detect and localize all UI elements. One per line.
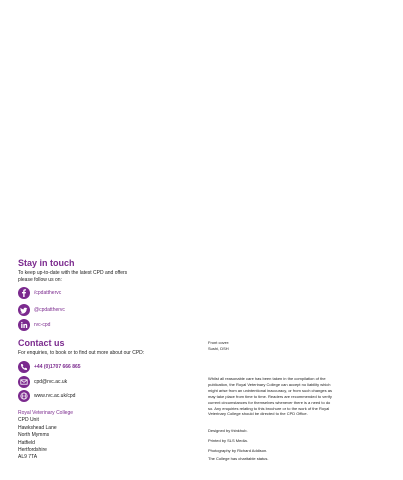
disclaimer-line: so. Any enquiries relating to this brochure or to the work of the Royal	[208, 405, 330, 411]
disclaimer-line: publication, the Royal Veterinary College can accept no liability which	[208, 381, 331, 387]
address-line: North Mymms	[18, 432, 50, 439]
stay-in-touch-heading: Stay in touch	[18, 258, 75, 268]
contact-us-heading: Contact us	[18, 338, 65, 348]
facebook-link[interactable]: /cpdatthervc	[34, 290, 62, 296]
charity-status: The College has charitable status.	[208, 456, 269, 461]
contact-email[interactable]	[18, 376, 67, 388]
designed-by: Designed by thinkhub.	[208, 428, 248, 433]
address-line: Hertfordshire	[18, 447, 47, 454]
address-org: Royal Veterinary College	[18, 410, 74, 416]
linkedin-icon	[18, 319, 30, 331]
social-facebook[interactable]	[18, 286, 61, 300]
website-link[interactable]: www.rvc.ac.uk/cpd	[34, 393, 76, 399]
linkedin-link[interactable]: rvc-cpd	[34, 322, 51, 328]
address-line: Hawkshead Lane	[18, 424, 57, 431]
globe-icon	[18, 390, 30, 402]
production-credits	[208, 426, 378, 456]
address-block	[18, 410, 73, 462]
front-cover-label: Front cover:	[208, 340, 230, 345]
social-linkedin[interactable]	[18, 318, 50, 332]
twitter-icon	[18, 304, 30, 316]
stay-in-touch-intro	[18, 270, 127, 284]
address-line: AL9 7TA	[18, 454, 38, 461]
stay-in-touch-intro-line2: please follow us on:	[18, 277, 62, 283]
contact-website[interactable]	[18, 390, 75, 402]
social-twitter[interactable]	[18, 303, 65, 317]
front-cover-value: Sushi, DSH	[208, 345, 229, 351]
disclaimer-line: current circumstances for themselves whenever there is a need to do	[208, 399, 331, 405]
disclaimer-line: might arise from an unintentional inaccuracy, or from such changes as	[208, 387, 332, 393]
address-line: CPD Unit	[18, 417, 39, 424]
contact-phone[interactable]	[18, 361, 81, 373]
disclaimer	[208, 376, 378, 417]
disclaimer-line: may take place from time to time. Readers are recommended to verify	[208, 393, 332, 399]
phone-icon	[18, 361, 30, 373]
disclaimer-line: Whilst all reasonable care has been taken in the compilation of the	[208, 376, 326, 381]
address-line: Hatfield	[18, 439, 35, 446]
front-cover-credit	[208, 340, 378, 351]
contact-intro: For enquiries, to book or to find out more about our CPD:	[18, 350, 145, 356]
email-icon	[18, 376, 30, 388]
phone-number[interactable]: +44 (0)1707 666 865	[34, 364, 81, 370]
printed-by: Printed by SLS Media.	[208, 438, 248, 443]
disclaimer-line: Veterinary College should be directed to the CPD Office.	[208, 411, 308, 417]
twitter-link[interactable]: @cpdatthervc	[34, 307, 65, 313]
photography-credit: Photography by Richard Addison.	[208, 448, 268, 453]
facebook-icon	[18, 287, 30, 299]
stay-in-touch-intro-line1: To keep up-to-date with the latest CPD and offers	[18, 270, 128, 276]
email-address[interactable]: cpd@rvc.ac.uk	[34, 379, 68, 385]
